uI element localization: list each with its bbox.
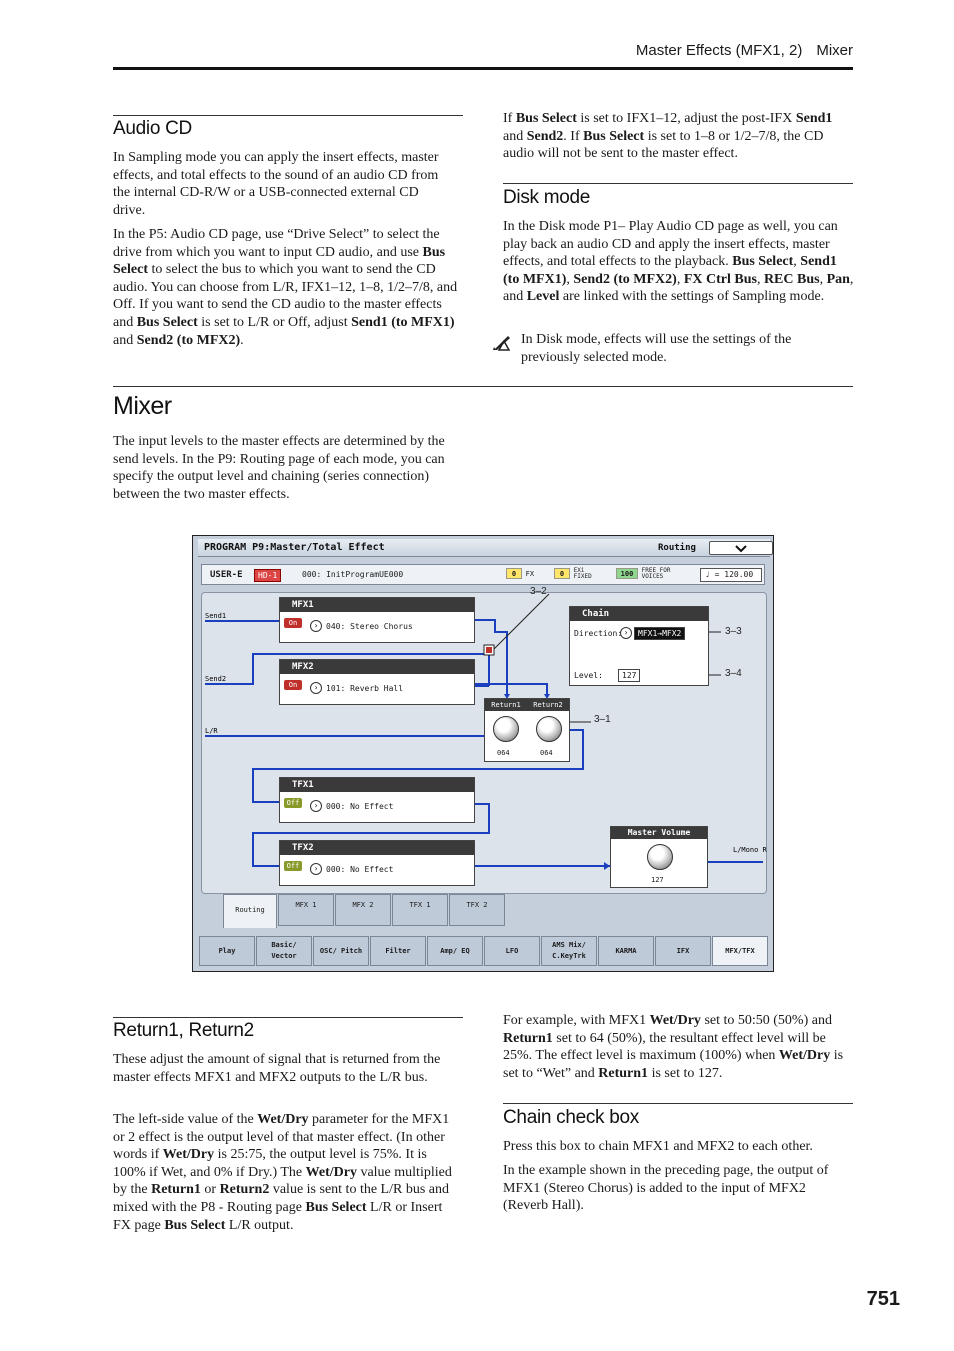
tfx2-switch[interactable]: Off (284, 861, 302, 871)
disk-mode-note: In Disk mode, effects will use the settings of the previously selected mode. (521, 332, 792, 365)
tfx1-select-icon[interactable]: › (310, 800, 322, 812)
subtab-routing[interactable]: Routing (223, 894, 277, 928)
tfx2-select-icon[interactable]: › (310, 863, 322, 875)
return1-knob[interactable] (493, 716, 519, 742)
section-rule (113, 386, 853, 387)
chain-check-paragraph-2: In the example shown in the preceding page, the output of MFX1 (Stereo Chorus) is added to the input of MFX2 (Reverb Hall). (503, 1163, 829, 1214)
tab-filter[interactable]: Filter (370, 936, 426, 966)
return2-label: Return2 (533, 701, 563, 709)
bank-label: USER-E (210, 570, 243, 580)
master-volume-title: Master Volume (611, 827, 707, 839)
voices-meter: 100 FREE FOR VOICES (616, 568, 686, 581)
chain-level-value[interactable]: 127 (618, 669, 640, 682)
master-volume-value: 127 (651, 876, 664, 884)
chain-block (569, 606, 709, 686)
tfx1-title: TFX1 (280, 778, 474, 792)
audio-cd-paragraph-1: In Sampling mode you can apply the insert effects, master effects, and total effects to the sound of an audio CD from the internal CD-R/W or a USB-connected external CD drive. (113, 150, 439, 218)
note-pen-icon (492, 333, 512, 351)
tab-ams-mix[interactable]: AMS Mix/ C.KeyTrk (541, 936, 597, 966)
mfx1-select-icon[interactable]: › (310, 620, 322, 632)
subtab-tfx2[interactable]: TFX 2 (449, 894, 505, 926)
tfx1-block[interactable] (279, 777, 475, 823)
mfx2-switch[interactable]: On (284, 680, 302, 690)
audio-cd-paragraph-2: In the P5: Audio CD page, use “Drive Select” to select the drive from which you want to input CD audio, and use Bus Select to select the bus to which you want to send the CD audio. You can choose from L/R, IFX1–12, 1–8, 1/2–7/8, and Off. If you want to send the CD audio to the master effects and Bus Select is set to L/R or Off, adjust Send1 (to MFX1) and Send2 (to MFX2). (113, 227, 458, 348)
running-head (113, 42, 853, 59)
subtab-mfx1[interactable]: MFX 1 (278, 894, 334, 926)
callout-3-3: 3–3 (725, 626, 742, 637)
mfx1-effect[interactable]: 040: Stereo Chorus (326, 622, 413, 631)
mfx2-block[interactable] (279, 659, 475, 705)
tfx2-block[interactable] (279, 840, 475, 886)
return-paragraph-1: These adjust the amount of signal that is returned from the master effects MFX1 and MFX2 outputs to the L/R bus. (113, 1052, 441, 1085)
subtab-mfx2[interactable]: MFX 2 (335, 894, 391, 926)
disk-mode-paragraph: In the Disk mode P1– Play Audio CD page as well, you can play back an audio CD and apply the insert effects, master effects, and total effects to the playback. Bus Select, Send1 (to MFX1), Send2 (to MFX2), FX Ctrl Bus, REC Bus, Pan, and Level are linked with the settings of Sampling mode. (503, 219, 854, 305)
tab-amp-eq[interactable]: Amp/ EQ (427, 936, 483, 966)
return1-value: 064 (497, 749, 510, 757)
return-labels (485, 699, 569, 711)
tab-ifx[interactable]: IFX (655, 936, 711, 966)
tfx1-switch[interactable]: Off (284, 798, 302, 808)
example-paragraph: For example, with MFX1 Wet/Dry set to 50:50 (50%) and Return1 set to 64 (50%), the resultant effect level will be 25%. The effect level is maximum (100%) when Wet/Dry is set to “Wet” and Return1 is set to 127. (503, 1013, 844, 1081)
callout-3-4: 3–4 (725, 668, 742, 679)
send1-label: Send1 (205, 612, 227, 620)
tfx2-title: TFX2 (280, 841, 474, 855)
section-rule (113, 1017, 463, 1018)
screen-title: PROGRAM P9:Master/Total Effect (204, 542, 385, 553)
subtab-tfx1[interactable]: TFX 1 (392, 894, 448, 926)
hd-badge: HD-1 (254, 569, 281, 582)
direction-select-icon[interactable]: › (620, 627, 632, 639)
page-number: 751 (866, 1288, 900, 1310)
tab-mfx-tfx[interactable]: MFX/TFX (712, 936, 768, 966)
callout-3-2: 3–2 (530, 586, 547, 597)
disk-mode-heading: Disk mode (503, 187, 591, 208)
tab-lfo[interactable]: LFO (484, 936, 540, 966)
routing-screenshot (192, 535, 774, 972)
exi-meter: 0 EXi FIXED (554, 568, 598, 581)
return1-label: Return1 (491, 701, 521, 709)
tfx2-effect[interactable]: 000: No Effect (326, 865, 394, 874)
tab-play[interactable]: Play (199, 936, 255, 966)
chain-check-heading: Chain check box (503, 1107, 639, 1128)
level-label: Level: (574, 671, 603, 680)
callout-3-1: 3–1 (594, 714, 611, 725)
chain-title: Chain (570, 607, 708, 621)
mfx1-title: MFX1 (280, 598, 474, 612)
master-volume-knob[interactable] (647, 844, 673, 870)
return2-knob[interactable] (536, 716, 562, 742)
section-rule (113, 115, 463, 116)
sub-tab-bar (223, 894, 506, 928)
audio-cd-heading: Audio CD (113, 118, 192, 139)
send2-label: Send2 (205, 675, 227, 683)
chain-check-paragraph-1: Press this box to chain MFX1 and MFX2 to each other. (503, 1139, 813, 1154)
mfx2-title: MFX2 (280, 660, 474, 674)
mfx1-block[interactable] (279, 597, 475, 643)
bus-select-paragraph: If Bus Select is set to IFX1–12, adjust the post-IFX Send1 and Send2. If Bus Select is set to 1–8 or 1/2–7/8, the CD audio will not be sent to the master effect. (503, 111, 833, 162)
lr-label: L/R (205, 727, 218, 735)
direction-value[interactable]: MFX1→MFX2 (634, 627, 685, 640)
section-rule (503, 183, 853, 184)
tfx1-effect[interactable]: 000: No Effect (326, 802, 394, 811)
mfx1-switch[interactable]: On (284, 618, 302, 628)
return-heading: Return1, Return2 (113, 1020, 254, 1041)
tab-basic-vector[interactable]: Basic/ Vector (256, 936, 312, 966)
master-volume-block (610, 826, 708, 888)
tempo-field[interactable]: ♩ = 120.00 (700, 568, 762, 582)
mode-label: Routing (658, 543, 696, 553)
mfx2-select-icon[interactable]: › (310, 682, 322, 694)
output-label: L/Mono R (733, 846, 767, 854)
tab-osc-pitch[interactable]: OSC/ Pitch (313, 936, 369, 966)
mfx2-effect[interactable]: 101: Reverb Hall (326, 684, 404, 693)
mixer-intro: The input levels to the master effects are determined by the send levels. In the P9: Routing page of each mode, you can specify the output level and chaining (series connection) between the two master effects. (113, 434, 445, 502)
running-head-chapter: Mixer (816, 42, 853, 59)
running-head-section: Master Effects (MFX1, 2) (635, 42, 803, 59)
direction-label: Direction: (574, 629, 623, 638)
header-rule (113, 67, 853, 70)
mixer-heading: Mixer (113, 392, 172, 420)
return2-value: 064 (540, 749, 553, 757)
return-knobs (484, 698, 570, 762)
main-tab-bar (199, 936, 769, 968)
fx-meter: 0 FX (506, 568, 534, 581)
tab-karma[interactable]: KARMA (598, 936, 654, 966)
return-paragraph-2: The left-side value of the Wet/Dry parameter for the MFX1 or 2 effect is the output level of that master effect. (In other words if Wet/Dry is 25:75, the output level is 75%. It is 100% if Wet, and 0% if Dry.) The Wet/Dry value multiplied by the Return1 or Return2 value is sent to the L/R bus and mixed with the P8 - Routing page Bus Select L/R or Insert FX page Bus Select L/R output. (113, 1112, 452, 1233)
section-rule (503, 1103, 853, 1104)
program-name[interactable]: 000: InitProgramUE000 (302, 570, 404, 579)
